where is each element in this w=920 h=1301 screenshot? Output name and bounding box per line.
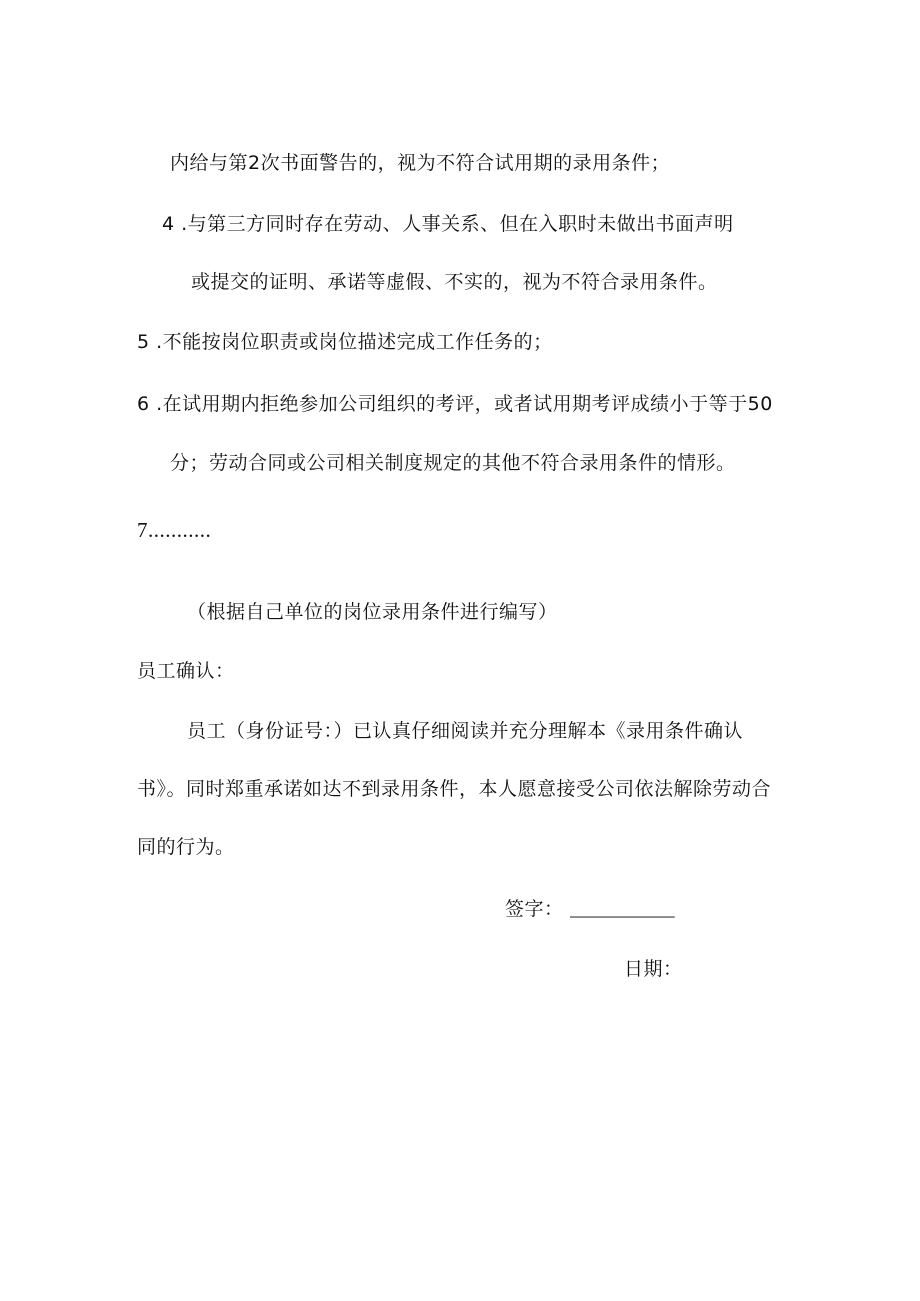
signature-blank: ___________ [570,899,675,920]
signature-row [505,897,675,922]
text-line-3: 或提交的证明、承诺等虚假、不实的，视为不符合录用条件。 [191,271,718,293]
section-heading-employee-confirmation: 员工确认： [137,660,235,682]
text-line-item-6: 6 .在试用期内拒绝参加公司组织的考评，或者试用期考评成绩小于等于50 [137,393,773,415]
text-line-note: （根据自己单位的岗位录用条件进行编写） [187,601,558,623]
date-label: 日期： [624,958,683,980]
text-line-item-4: 4 .与第三方同时存在劳动、人事关系、但在入职时未做出书面声明 [162,213,734,235]
text-line-confirm-2: 书》。同时郑重承诺如达不到录用条件，本人愿意接受公司依法解除劳动合 [137,778,772,800]
text-line-item-5: 5 .不能按岗位职责或岗位描述完成工作任务的； [137,331,553,353]
text-line-1: 内给与第2次书面警告的，视为不符合试用期的录用条件； [170,152,671,174]
text-line-confirm-1: 员工（身份证号：）已认真仔细阅读并充分理解本《录用条件确认 [187,720,744,742]
text-line-6: 分；劳动合同或公司相关制度规定的其他不符合录用条件的情形。 [170,452,736,474]
signature-label: 签字： [505,898,564,920]
text-line-item-7: 7........... [137,518,212,542]
text-line-confirm-3: 同的行为。 [137,836,235,858]
